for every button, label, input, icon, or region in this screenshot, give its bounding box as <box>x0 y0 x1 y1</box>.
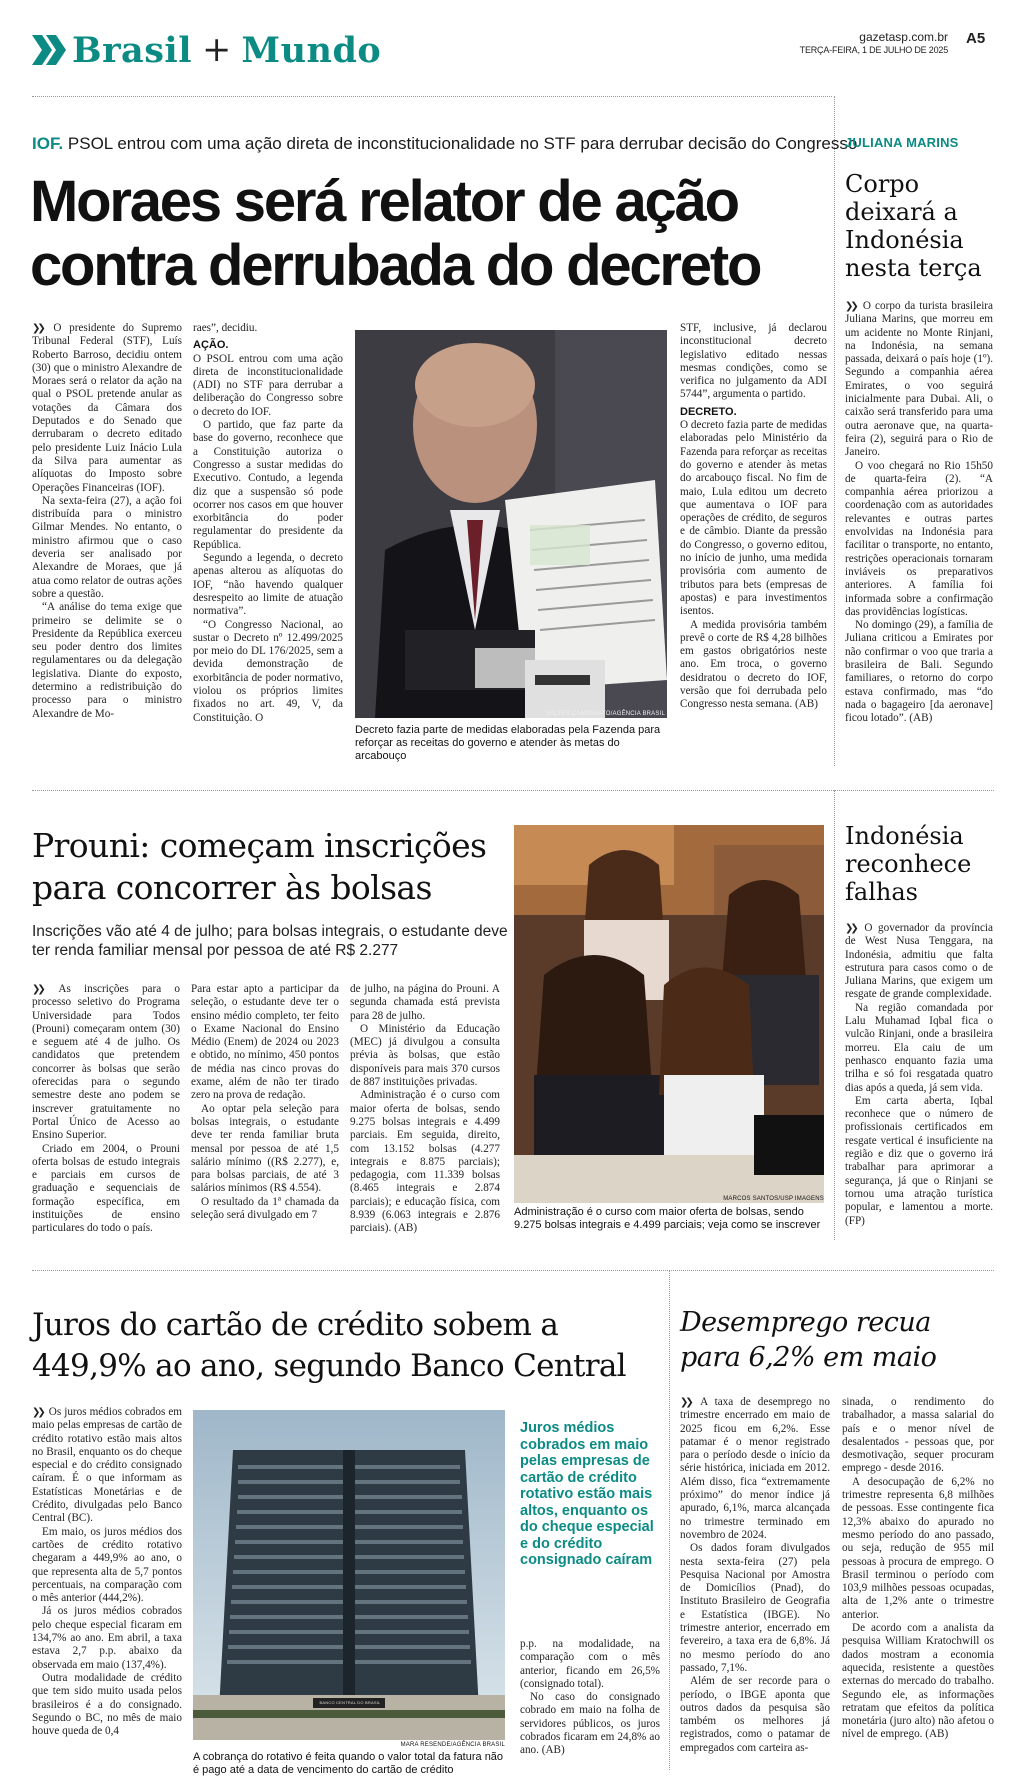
juros-photo-credit: MARA RESENDE/AGÊNCIA BRASIL <box>400 1742 505 1748</box>
main-headline-line1: Moraes será relator de ação <box>30 169 738 234</box>
section-header <box>32 30 381 70</box>
side2-headline: Indonésia reconhece falhas <box>845 822 972 906</box>
page-date: TERÇA-FEIRA, 1 DE JULHO DE 2025 <box>799 45 948 55</box>
juros-column-1 <box>32 1406 182 1764</box>
page-number: A5 <box>966 30 986 47</box>
desemprego-headline-line2: para 6,2% em maio <box>680 1342 937 1373</box>
prouni-col3-p1: de julho, na página do Prouni. A segunda chamada está prevista para 28 de julho. <box>350 983 500 1022</box>
main-photo-caption: Decreto fazia parte de medidas elaboradas pela Fazenda para reforçar as receitas do governo e atender às metas do arcabouço <box>355 724 661 762</box>
side2-p3: Em carta aberta, Iqbal reconhece que o número de profissionais certificados em resgate vertical é insuficiente na região e diz que o governo irá trabalhar para aprimorar a segurança, já que o Rinjani se tornou uma atração turística popular, e lamentou a morte. (FP) <box>845 1094 993 1227</box>
prouni-col1-p1: ❯❯ As inscrições para o processo seletivo do Programa Universidade para Todos (Prouni) começaram ontem (30) e seguem até 4 de julho. Os candidatos que pretendem concorrer às bolsas que serão oferecidas para o segundo semestre deste ano podem se inscrever gratuitamente no Portal Único de Acesso ao Ensino Superior. <box>32 983 180 1142</box>
juros-col1-p2: Em maio, os juros médios dos cartões de crédito rotativo chegaram a 449,9% ao ano, o que representa alta de 5,7 pontos percentuais, na comparação com o mês anterior (444,2%). <box>32 1525 182 1605</box>
desemprego-col2-p3: De acordo com a analista da pesquisa William Kratochwill os dados mostram a economia aquecida, resistente a questões externas do mercado do trabalho. Segundo ele, as informações retratam que efeitos da política monetária (juro alto) não afetou o nível de emprego. (AB) <box>842 1622 994 1741</box>
prouni-photo <box>514 825 824 1203</box>
prouni-column-3 <box>350 983 500 1241</box>
vertical-divider-bottom <box>669 1270 670 1770</box>
prouni-photo-caption: Administração é o curso com maior oferta de bolsas, sendo 9.275 bolsas integrais e 4.499 parciais; veja como se inscrever <box>514 1206 821 1231</box>
desemprego-col1-p1: ❯❯ A taxa de desemprego no trimestre encerrado em maio de 2025 ficou em 6,2%. Esse patamar é o menor registrado para o período desde o início da série histórica, iniciada em 2012. Além disso, fica “extremamente próximo” do menor índice já apurado, 6,1%, marca alcançada no trimestre terminado em novembro de 2024. <box>680 1396 830 1541</box>
vertical-divider-mid <box>834 790 835 1240</box>
main-col2-p1: O PSOL entrou com uma ação direta de inconstitucionalidade (ADI) no STF para derrubar a deliberação do Congresso sobre o decreto do IOF. <box>193 352 343 418</box>
main-column-2 <box>193 322 343 754</box>
desemprego-headline <box>680 1305 1000 1375</box>
juros-col1-p4: Outra modalidade de crédito que tem sido muito usada pelos brasileiros é a do consignado. Segundo o BC, no mês de maio houve queda de 0,4 <box>32 1671 182 1738</box>
main-col2-p4: “O Congresso Nacional, ao sustar o Decreto nº 12.499/2025 por meio do DL 176/2025, sem a devida demonstração de exorbitância de poder normativo, violou os próprios limites fixados no art. 49, V, da Constituição. O <box>193 618 343 724</box>
prouni-column-2 <box>191 983 339 1241</box>
desemprego-col2-p2: A desocupação de 6,2% no trimestre representa 6,8 milhões de pessoas. Esse contingente fica 12,3% abaixo do apurado no mesmo período do ano passado, ou seja, redução de 955 mil pessoas à procura de emprego. O Brasil terminou o período com 103,9 milhões pessoas ocupadas, alta de 1,2% ante o trimestre anterior. <box>842 1475 994 1621</box>
juros-headline-line2: 449,9% ao ano, segundo Banco Central <box>32 1348 626 1384</box>
prouni-column-1 <box>32 983 180 1241</box>
side2-p2: Na região comandada por Lalu Muhamad Iqbal fica o vulcão Rinjani, onde a brasileira morreu. Ela caiu de um penhasco enquanto fazia uma trilha e só foi resgatada quatro dias após a queda, já sem vida. <box>845 1001 993 1094</box>
prouni-col2-p1: Para estar apto a participar da seleção, o estudante deve ter o ensino médio completo, ter feito o Exame Nacional do Ensino Médio (Enem) de 2024 ou 2023 e obtido, no mínimo, 450 pontos de média nas cinco provas do exame, além de não ter tirado zero na prova de redação. <box>191 983 339 1102</box>
prouni-col3-p3: Administração é o curso com maior oferta de bolsas, sendo 9.275 bolsas integrais e 4.499 parciais. Em seguida, direito, com 13.152 bolsas (4.277 integrais e 8.875 parciais); pedagogia, com 11.339 bolsas (8.465 integrais e 2.874 parciais); e educação física, com 8.939 (6.063 integrais e 2.876 parciais). (AB) <box>350 1089 500 1235</box>
main-column-3 <box>680 322 827 754</box>
main-photo-credit: VALTER CAMPANATO/AGÊNCIA BRASIL <box>546 711 665 717</box>
section-plus: + <box>202 30 232 70</box>
main-col2-p3: Segundo a legenda, o decreto apenas alterou as alíquotas do IOF, “não havendo qualquer desrespeito ao limite de atuação normativa”. <box>193 552 343 618</box>
main-photo <box>355 330 667 718</box>
main-col3-p2: A medida provisória também prevê o corte de R$ 4,28 bilhões em gastos obrigatórios neste ano. Em troca, o governo desidratou o decreto do IOF, versão que foi derrubada pelo Congresso nesta semana. (AB) <box>680 618 827 711</box>
paragraph-chevron-icon: ❯❯ <box>32 323 43 334</box>
desemprego-column-2 <box>842 1396 994 1766</box>
moraes-portrait-icon <box>355 330 667 718</box>
prouni-headline-line2: para concorrer às bolsas <box>32 868 432 907</box>
banco-central-building-icon <box>193 1410 505 1740</box>
paragraph-chevron-icon: ❯❯ <box>32 1407 43 1418</box>
prouni-col1-p2: Criado em 2004, o Prouni oferta bolsas de estudo integrais e parciais em cursos de graduação e sequenciais de formação específica, em instituições de ensino particulares do todo o país. <box>32 1142 180 1235</box>
section-divider-1 <box>32 790 994 791</box>
section-mundo: Mundo <box>241 29 382 71</box>
juros-column-2 <box>520 1638 660 1764</box>
side1-body <box>845 300 993 756</box>
prouni-headline <box>32 825 532 909</box>
prouni-col2-p3: O resultado da 1ª chamada da seleção será divulgado em 7 <box>191 1195 339 1222</box>
paragraph-chevron-icon: ❯❯ <box>845 301 856 312</box>
desemprego-col1-p2: Os dados foram divulgados nesta sexta-feira (27) pela Pesquisa Nacional por Amostra de Domicílios (Pnad), do Instituto Brasileiro de Geografia e Estatística (IBGE). No trimestre anterior, encerrado em fevereiro, a taxa era de 6,8%. Já no mesmo período do ano passado, 7,1%. <box>680 1542 830 1674</box>
building-sign: BANCO CENTRAL DO BRASIL <box>319 1700 381 1705</box>
prouni-headline-line1: Prouni: começam inscrições <box>32 826 487 865</box>
prouni-photo-credit: MARCOS SANTOS/USP IMAGENS <box>723 1196 824 1202</box>
main-col2-intro: raes”, decidiu. <box>193 322 258 334</box>
section-brasil: Brasil <box>72 29 192 71</box>
desemprego-column-1 <box>680 1396 830 1766</box>
main-column-1 <box>32 322 182 754</box>
prouni-col3-p2: O Ministério da Educação (MEC) já divulgou a consulta prévia às bolsas, que estão disponíveis para mais 370 cursos de 887 instituições privadas. <box>350 1022 500 1089</box>
vertical-divider-top <box>834 96 835 766</box>
desemprego-col1-p3: Além de ser recorde para o período, o IBGE aponta que outros dados da pesquisa são também os melhores já registrados, como o patamar de empregados com carteira as- <box>680 1675 830 1754</box>
side2-p1: ❯❯ O governador da província de West Nusa Tenggara, na Indonésia, admitiu que falta estrutura para casos como o de Juliana Marins, que exigem um resgate de grande complexidade. <box>845 922 993 1001</box>
prouni-deck: Inscrições vão até 4 de julho; para bolsas integrais, o estudante deve ter renda familiar mensal por pessoa de até R$ 2.277 <box>32 923 508 959</box>
juros-photo-caption: A cobrança do rotativo é feita quando o valor total da fatura não é pago até a data de vencimento do cartão de crédito <box>193 1751 504 1776</box>
site-url[interactable]: gazetasp.com.br <box>859 30 948 44</box>
main-col1-p3: “A análise do tema exige que primeiro se delimite se o Presidente da República exerceu seu poder dentro dos limites regulamentares ou da delegação legislativa. Diante do exposto, determino a redistribuição do processo para o ministro Alexandre de Mo- <box>32 601 182 720</box>
main-kicker-text: PSOL entrou com uma ação direta de inconstitucionalidade no STF para derrubar decisão do Congresso <box>63 134 858 153</box>
juros-headline <box>32 1305 662 1387</box>
desemprego-headline-line1: Desemprego recua <box>680 1307 931 1338</box>
side1-p1: ❯❯ O corpo da turista brasileira Juliana Marins, que morreu em um acidente no Monte Rinjani, na Indonésia, na semana passada, deixará o país hoje (1º). Segundo a companhia aérea Emirates, o voo seguirá inicialmente para Dubai. Ali, o caixão será transferido para uma outra aeronave que, na quarta-feira (2), seguirá para o Rio de Janeiro. <box>845 300 993 459</box>
juros-col1-p3: Já os juros médios cobrados pelo cheque especial ficaram em 134,7% ao ano. Em abril, a taxa estava 2,7 p.p. abaixo da observada em maio (137,4%). <box>32 1605 182 1671</box>
main-col3-p1: O decreto fazia parte de medidas elaboradas pelo Ministério da Fazenda para reforçar as receitas do governo e atender às metas do arcabouço fiscal. No fim de maio, Lula editou um decreto que aumentava o IOF para operações de crédito, de seguros e de câmbio. Diante da pressão do Congresso, o governo editou, no início de junho, uma medida provisória com aumento de tributos para bets (empresas de apostas) e para investimentos isentos. <box>680 419 827 618</box>
main-headline <box>30 170 830 298</box>
double-chevron-icon <box>32 35 68 65</box>
side1-headline: Corpo deixará a Indonésia nesta terça <box>845 170 982 282</box>
paragraph-chevron-icon: ❯❯ <box>680 1397 691 1408</box>
paragraph-chevron-icon: ❯❯ <box>32 984 43 995</box>
paragraph-chevron-icon: ❯❯ <box>845 923 856 934</box>
students-photo-icon <box>514 825 824 1203</box>
juros-col1-p1: ❯❯ Os juros médios cobrados em maio pelas empresas de cartão de crédito rotativo estão mais altos no Brasil, enquanto os do cheque especial e do crédito consignado caíram. É o que informam as Estatísticas Monetárias e de Crédito, divulgadas pelo Banco Central (BC). <box>32 1406 182 1525</box>
main-col3-intro: STF, inclusive, já declarou inconstitucional decreto legislativo editado nessas mesmas condições, como se verifica no julgamento da ADI 5744”, argumenta o partido. <box>680 322 827 401</box>
juros-headline-line1: Juros do cartão de crédito sobem a <box>32 1307 559 1343</box>
main-kicker <box>32 134 858 154</box>
juros-photo <box>193 1410 505 1740</box>
section-divider-2 <box>32 1270 994 1271</box>
juros-col2-p1: p.p. na modalidade, na comparação com o mês anterior, ficando em 26,5% (consignado total). <box>520 1638 660 1690</box>
header-divider <box>32 96 832 97</box>
main-kicker-tag: IOF. <box>32 134 64 153</box>
main-col1-p2: Na sexta-feira (27), a ação foi distribuída para o ministro Gilmar Mendes. No entanto, o ministro afirmou que o caso deveria ser analisado por Alexandre de Moraes, que já atua como relator de outras ações sobre a questão. <box>32 494 182 600</box>
juros-col2-p2: No caso do consignado cobrado em maio na folha de servidores públicos, os juros cobrados ficaram em 24,8% ao ano. (AB) <box>520 1691 660 1757</box>
main-col3-subhead: DECRETO. <box>680 405 737 418</box>
side1-p2: O voo chegará no Rio 15h50 de quarta-feira (2). “A companhia aérea priorizou a coordenação com as autoridades relevantes e outras partes envolvidas na Indonésia para facilitar o transporte, no entanto, restrições operacionais tornaram inviáveis os preparativos anteriores. A família foi informada sobre a confirmação das providências logísticas. <box>845 459 993 618</box>
prouni-col2-p2: Ao optar pela seleção para bolsas integrais, o estudante deve ter renda familiar bruta mensal por pessoa de até 1,5 salário mínimo ((R$ 2.277), e, para bolsas parciais, de até 3 salários mínimos (R$ 4.554). <box>191 1102 339 1195</box>
main-headline-line2: contra derrubada do decreto <box>30 233 761 298</box>
main-col2-p2: O partido, que faz parte da base do governo, reconhece que a Constituição autoriza o Congresso a sustar medidas do Executivo. Contudo, a legenda diz que a suspensão só pode ocorrer nos casos em que houver exorbitância do poder regulamentar do presidente da República. <box>193 419 343 551</box>
side1-p3: No domingo (29), a família de Juliana criticou a Emirates por não confirmar o voo que traria a brasileira de Bali. Segundo familiares, o retorno do corpo estava confirmado, mas “do nada o bagageiro [da aeronave] ficou lotado”. (AB) <box>845 619 993 725</box>
desemprego-col2-p1: sinada, o rendimento do trabalhador, a massa salarial do país e o menor nível de desalentados - pessoas que, por desmotivação, sequer procuram emprego - desde 2016. <box>842 1396 994 1475</box>
main-col2-subhead: AÇÃO. <box>193 339 229 352</box>
side1-kicker: JULIANA MARINS <box>845 135 959 150</box>
side2-body <box>845 922 993 1242</box>
main-col1-p1: ❯❯ O presidente do Supremo Tribunal Federal (STF), Luís Roberto Barroso, decidiu ontem (30) que o ministro Alexandre de Moraes será o relator da ação na qual o PSOL pretende anular as votações da Câmara dos Deputados e do Senado que derrubaram o decreto editado pelo presidente Luiz Inácio Lula da Silva para aumentar as alíquotas do Imposto sobre Operações Financeiras (IOF). <box>32 322 182 494</box>
juros-pullquote: Juros médios cobrados em maio pelas empresas de cartão de crédito rotativo estão mais altos, enquanto os do cheque especial e do crédito consignado caíram <box>520 1420 654 1568</box>
